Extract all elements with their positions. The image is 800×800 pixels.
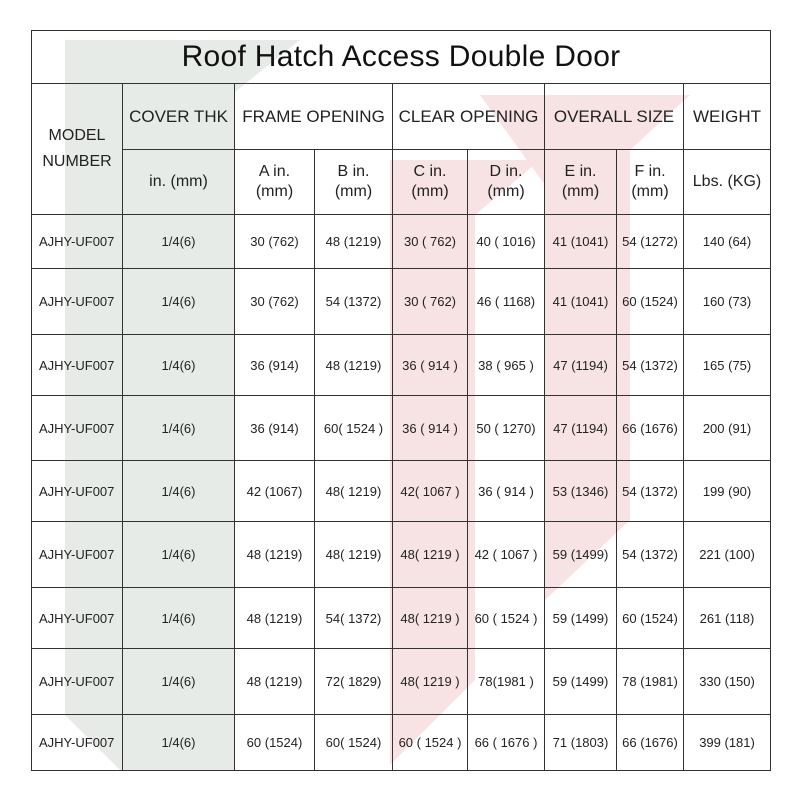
overall-f-cell: 78 (1981): [617, 649, 684, 715]
frame-b-cell: 48( 1219): [315, 461, 393, 522]
frame-b-cell: 48 (1219): [315, 215, 393, 269]
weight-cell: 221 (100): [684, 522, 771, 588]
clear-c-cell: 36 ( 914 ): [393, 396, 468, 461]
table-title: Roof Hatch Access Double Door: [32, 31, 771, 84]
frame-b-cell: 60( 1524 ): [315, 396, 393, 461]
clear-d-cell: 60 ( 1524 ): [468, 588, 545, 649]
clear-d-cell: 42 ( 1067 ): [468, 522, 545, 588]
overall-e-cell: 41 (1041): [545, 269, 617, 335]
overall-f-cell: 54 (1372): [617, 335, 684, 396]
overall-e-cell: 59 (1499): [545, 588, 617, 649]
overall-e-cell: 41 (1041): [545, 215, 617, 269]
clear-c-cell: 30 ( 762): [393, 215, 468, 269]
weight-cell: 330 (150): [684, 649, 771, 715]
b-header-line: (mm): [334, 183, 373, 200]
model-header-line1: MODEL: [48, 127, 106, 144]
cover-thk-cell: 1/4(6): [123, 396, 235, 461]
model-number-cell: AJHY-UF007: [32, 335, 123, 396]
sub-header-row: [32, 150, 771, 215]
table-row: [32, 461, 771, 522]
frame-b-cell: 48( 1219): [315, 522, 393, 588]
f-header: [617, 150, 684, 215]
spec-table: [31, 30, 771, 771]
model-number-cell: AJHY-UF007: [32, 461, 123, 522]
cover-thk-cell: 1/4(6): [123, 522, 235, 588]
e-header: [545, 150, 617, 215]
clear-c-cell: 42( 1067 ): [393, 461, 468, 522]
frame-a-cell: 30 (762): [235, 269, 315, 335]
model-number-cell: AJHY-UF007: [32, 396, 123, 461]
table-row: [32, 588, 771, 649]
cover-thk-cell: 1/4(6): [123, 461, 235, 522]
weight-cell: 261 (118): [684, 588, 771, 649]
clear-c-cell: 60 ( 1524 ): [393, 715, 468, 771]
clear-c-cell: 36 ( 914 ): [393, 335, 468, 396]
a-header: [235, 150, 315, 215]
cover-thk-cell: 1/4(6): [123, 269, 235, 335]
frame-b-cell: 54( 1372): [315, 588, 393, 649]
clear-c-cell: 30 ( 762): [393, 269, 468, 335]
table-row: [32, 215, 771, 269]
c-header-line: C in.: [413, 163, 447, 180]
table-row: [32, 522, 771, 588]
frame-a-cell: 42 (1067): [235, 461, 315, 522]
model-number-header: [32, 84, 123, 215]
clear-d-cell: 66 ( 1676 ): [468, 715, 545, 771]
d-header: [468, 150, 545, 215]
table-row: [32, 269, 771, 335]
overall-size-header: OVERALL SIZE: [545, 84, 684, 150]
clear-c-cell: 48( 1219 ): [393, 649, 468, 715]
clear-d-cell: 46 ( 1168): [468, 269, 545, 335]
weight-cell: 399 (181): [684, 715, 771, 771]
cover-thk-cell: 1/4(6): [123, 215, 235, 269]
overall-e-cell: 47 (1194): [545, 396, 617, 461]
overall-e-cell: 71 (1803): [545, 715, 617, 771]
c-header-line: (mm): [411, 183, 449, 200]
clear-d-cell: 40 ( 1016): [468, 215, 545, 269]
cover-thk-cell: 1/4(6): [123, 588, 235, 649]
overall-f-cell: 66 (1676): [617, 715, 684, 771]
weight-unit-header: [684, 150, 771, 215]
clear-opening-header: CLEAR OPENING: [393, 84, 545, 150]
frame-b-cell: 48 (1219): [315, 335, 393, 396]
overall-f-cell: 54 (1372): [617, 522, 684, 588]
frame-a-cell: 48 (1219): [235, 649, 315, 715]
table-row: [32, 335, 771, 396]
d-header-line: (mm): [487, 183, 525, 200]
table-row: [32, 649, 771, 715]
model-number-cell: AJHY-UF007: [32, 715, 123, 771]
clear-c-cell: 48( 1219 ): [393, 588, 468, 649]
d-header-line: D in.: [489, 163, 523, 180]
frame-a-cell: 48 (1219): [235, 522, 315, 588]
overall-e-cell: 53 (1346): [545, 461, 617, 522]
table-row: [32, 715, 771, 771]
frame-b-cell: 60( 1524): [315, 715, 393, 771]
a-header-line: (mm): [255, 183, 294, 200]
c-header: [393, 150, 468, 215]
model-number-cell: AJHY-UF007: [32, 269, 123, 335]
weight-cell: 140 (64): [684, 215, 771, 269]
frame-a-cell: 48 (1219): [235, 588, 315, 649]
e-header-line: (mm): [561, 183, 600, 200]
weight-unit-header-line: Lbs. (KG): [692, 173, 762, 190]
cover-thk-cell: 1/4(6): [123, 715, 235, 771]
a-header-line: A in.: [258, 163, 291, 180]
frame-a-cell: 36 (914): [235, 396, 315, 461]
cover-thk-cell: 1/4(6): [123, 335, 235, 396]
cover-thk-header: COVER THK: [123, 84, 235, 150]
model-header-line2: NUMBER: [42, 153, 112, 170]
clear-c-cell: 48( 1219 ): [393, 522, 468, 588]
overall-f-cell: 54 (1372): [617, 461, 684, 522]
table-row: [32, 396, 771, 461]
model-number-cell: AJHY-UF007: [32, 522, 123, 588]
weight-cell: 200 (91): [684, 396, 771, 461]
cover-unit-header-line: in. (mm): [149, 173, 208, 190]
model-number-cell: AJHY-UF007: [32, 588, 123, 649]
frame-a-cell: 30 (762): [235, 215, 315, 269]
frame-a-cell: 60 (1524): [235, 715, 315, 771]
weight-header: WEIGHT: [684, 84, 771, 150]
cover-unit-header: [123, 150, 235, 215]
clear-d-cell: 38 ( 965 ): [468, 335, 545, 396]
weight-cell: 199 (90): [684, 461, 771, 522]
e-header-line: E in.: [564, 163, 597, 180]
overall-e-cell: 59 (1499): [545, 522, 617, 588]
frame-opening-header: FRAME OPENING: [235, 84, 393, 150]
overall-f-cell: 54 (1272): [617, 215, 684, 269]
cover-thk-cell: 1/4(6): [123, 649, 235, 715]
overall-f-cell: 66 (1676): [617, 396, 684, 461]
overall-f-cell: 60 (1524): [617, 588, 684, 649]
weight-cell: 165 (75): [684, 335, 771, 396]
b-header: [315, 150, 393, 215]
model-number-cell: AJHY-UF007: [32, 215, 123, 269]
f-header-line: F in.: [634, 163, 666, 180]
clear-d-cell: 78(1981 ): [468, 649, 545, 715]
overall-e-cell: 47 (1194): [545, 335, 617, 396]
frame-b-cell: 72( 1829): [315, 649, 393, 715]
frame-b-cell: 54 (1372): [315, 269, 393, 335]
b-header-line: B in.: [337, 163, 370, 180]
overall-e-cell: 59 (1499): [545, 649, 617, 715]
overall-f-cell: 60 (1524): [617, 269, 684, 335]
clear-d-cell: 50 ( 1270): [468, 396, 545, 461]
f-header-line: (mm): [631, 183, 669, 200]
weight-cell: 160 (73): [684, 269, 771, 335]
clear-d-cell: 36 ( 914 ): [468, 461, 545, 522]
frame-a-cell: 36 (914): [235, 335, 315, 396]
model-number-cell: AJHY-UF007: [32, 649, 123, 715]
